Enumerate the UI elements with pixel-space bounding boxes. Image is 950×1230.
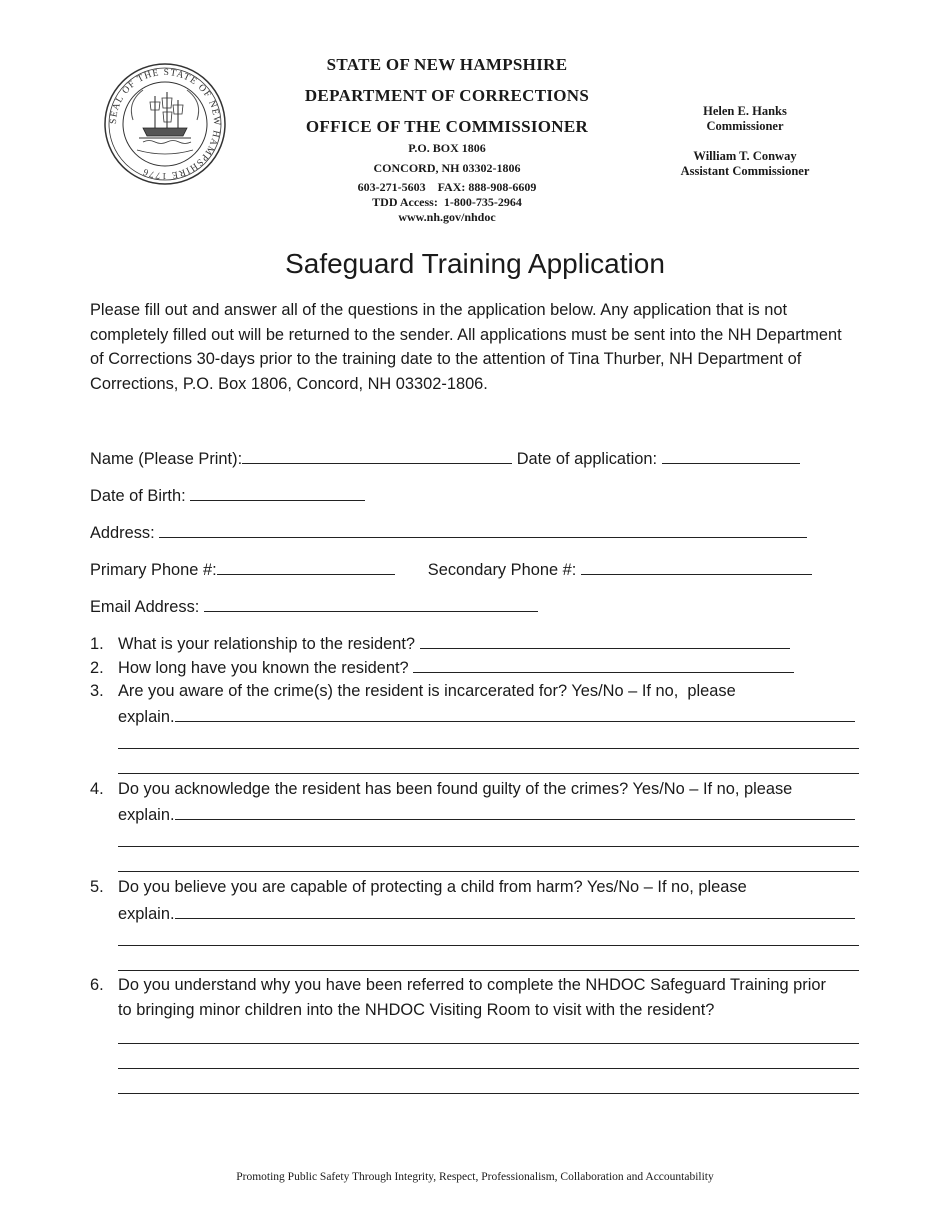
secondary-phone-input-line[interactable] — [581, 559, 812, 575]
question-6 — [90, 976, 826, 995]
letterhead-po-box: P.O. BOX 1806 — [408, 141, 486, 155]
dob-field-row — [90, 485, 365, 506]
question-4-answer-line-2[interactable] — [118, 846, 859, 847]
letterhead-tdd: TDD Access: 1-800-735-2964 — [372, 195, 522, 209]
question-6-answer-line-3[interactable] — [118, 1093, 859, 1094]
question-4-answer-line[interactable] — [175, 804, 855, 820]
question-text: Do you acknowledge the resident has been found guilty of the crimes? Yes/No – If no, please — [118, 780, 793, 798]
official-role: Assistant Commissioner — [680, 164, 810, 178]
question-text: Are you aware of the crime(s) the resident is incarcerated for? Yes/No – If no, please — [118, 682, 736, 700]
official-role: Commissioner — [706, 119, 784, 133]
question-2-answer-line[interactable] — [413, 657, 794, 673]
question-number: 6. — [90, 976, 104, 994]
question-text: Do you believe you are capable of protecting a child from harm? Yes/No – If no, please — [118, 878, 747, 896]
dob-label: Date of Birth: — [90, 487, 186, 505]
email-label: Email Address: — [90, 598, 200, 616]
letterhead-line1: STATE OF NEW HAMPSHIRE — [326, 55, 568, 74]
letterhead-city: CONCORD, NH 03302-1806 — [373, 161, 521, 175]
question-1 — [90, 633, 790, 654]
question-5-answer-line-3[interactable] — [118, 970, 859, 971]
letterhead-phones: 603-271-5603 FAX: 888-908-6609 — [357, 180, 537, 194]
question-text: What is your relationship to the resident? — [118, 635, 416, 653]
question-number: 5. — [90, 878, 104, 896]
intro-paragraph: Please fill out and answer all of the questions in the application below. Any application that is not completely filled out will be returned to the sender. All applications must be sent into the NH Department of Corrections 30-days prior to the training date to the attention of Tina Thurber, NH Department of Corrections, P.O. Box 1806, Concord, NH 03302-1806. — [90, 301, 842, 393]
email-input-line[interactable] — [204, 596, 538, 612]
question-number: 2. — [90, 659, 104, 677]
name-input-line[interactable] — [242, 448, 512, 464]
date-of-application-label: Date of application: — [516, 450, 658, 468]
email-field-row — [90, 596, 538, 617]
official-name: William T. Conway — [693, 149, 797, 163]
official-assistant-commissioner — [655, 149, 835, 179]
question-number: 3. — [90, 682, 104, 700]
svg-text:SEAL OF THE STATE OF NEW HAMPS — [109, 68, 221, 180]
question-2 — [90, 657, 794, 678]
question-number: 4. — [90, 780, 104, 798]
state-seal — [103, 62, 227, 186]
dob-input-line[interactable] — [190, 485, 365, 501]
question-1-answer-line[interactable] — [420, 633, 790, 649]
primary-phone-input-line[interactable] — [217, 559, 395, 575]
question-number: 1. — [90, 635, 104, 653]
date-of-application-input-line[interactable] — [662, 448, 800, 464]
question-4-answer-line-3[interactable] — [118, 871, 859, 872]
question-4 — [90, 780, 792, 799]
question-6-continuation: to bringing minor children into the NHDOC Visiting Room to visit with the resident? — [118, 1001, 715, 1019]
phone-field-row — [90, 559, 812, 580]
question-5-answer-line-2[interactable] — [118, 945, 859, 946]
letterhead-website: www.nh.gov/nhdoc — [398, 210, 496, 224]
question-3-explain-row — [118, 706, 855, 727]
official-name: Helen E. Hanks — [703, 104, 787, 118]
question-text: How long have you known the resident? — [118, 659, 409, 677]
question-5-explain-row — [118, 903, 855, 924]
letterhead-line2: DEPARTMENT OF CORRECTIONS — [304, 86, 590, 105]
question-4-explain-row — [118, 804, 855, 825]
page-title: Safeguard Training Application — [285, 248, 665, 279]
address-label: Address: — [90, 524, 155, 542]
footer-motto: Promoting Public Safety Through Integrity, Respect, Professionalism, Collaboration and Accountability — [236, 1171, 714, 1183]
seal-text: SEAL OF THE STATE OF NEW HAMPSHIRE 1776 — [108, 67, 222, 181]
question-3-answer-line[interactable] — [175, 706, 855, 722]
secondary-phone-label: Secondary Phone #: — [427, 561, 577, 579]
question-5 — [90, 878, 747, 897]
explain-label: explain. — [118, 905, 175, 923]
address-field-row — [90, 522, 807, 543]
question-6-answer-line-1[interactable] — [118, 1043, 859, 1044]
question-3-answer-line-2[interactable] — [118, 748, 859, 749]
question-6-answer-line-2[interactable] — [118, 1068, 859, 1069]
name-label: Name (Please Print): — [90, 450, 243, 468]
question-3 — [90, 682, 736, 701]
letterhead-line3: OFFICE OF THE COMMISSIONER — [305, 117, 589, 136]
name-field-row — [90, 448, 800, 469]
primary-phone-label: Primary Phone #: — [90, 561, 217, 579]
question-5-answer-line[interactable] — [175, 903, 855, 919]
question-text: Do you understand why you have been referred to complete the NHDOC Safeguard Training prior — [118, 976, 826, 994]
question-3-answer-line-3[interactable] — [118, 773, 859, 774]
explain-label: explain. — [118, 708, 175, 726]
address-input-line[interactable] — [159, 522, 807, 538]
official-commissioner — [655, 104, 835, 134]
explain-label: explain. — [118, 806, 175, 824]
